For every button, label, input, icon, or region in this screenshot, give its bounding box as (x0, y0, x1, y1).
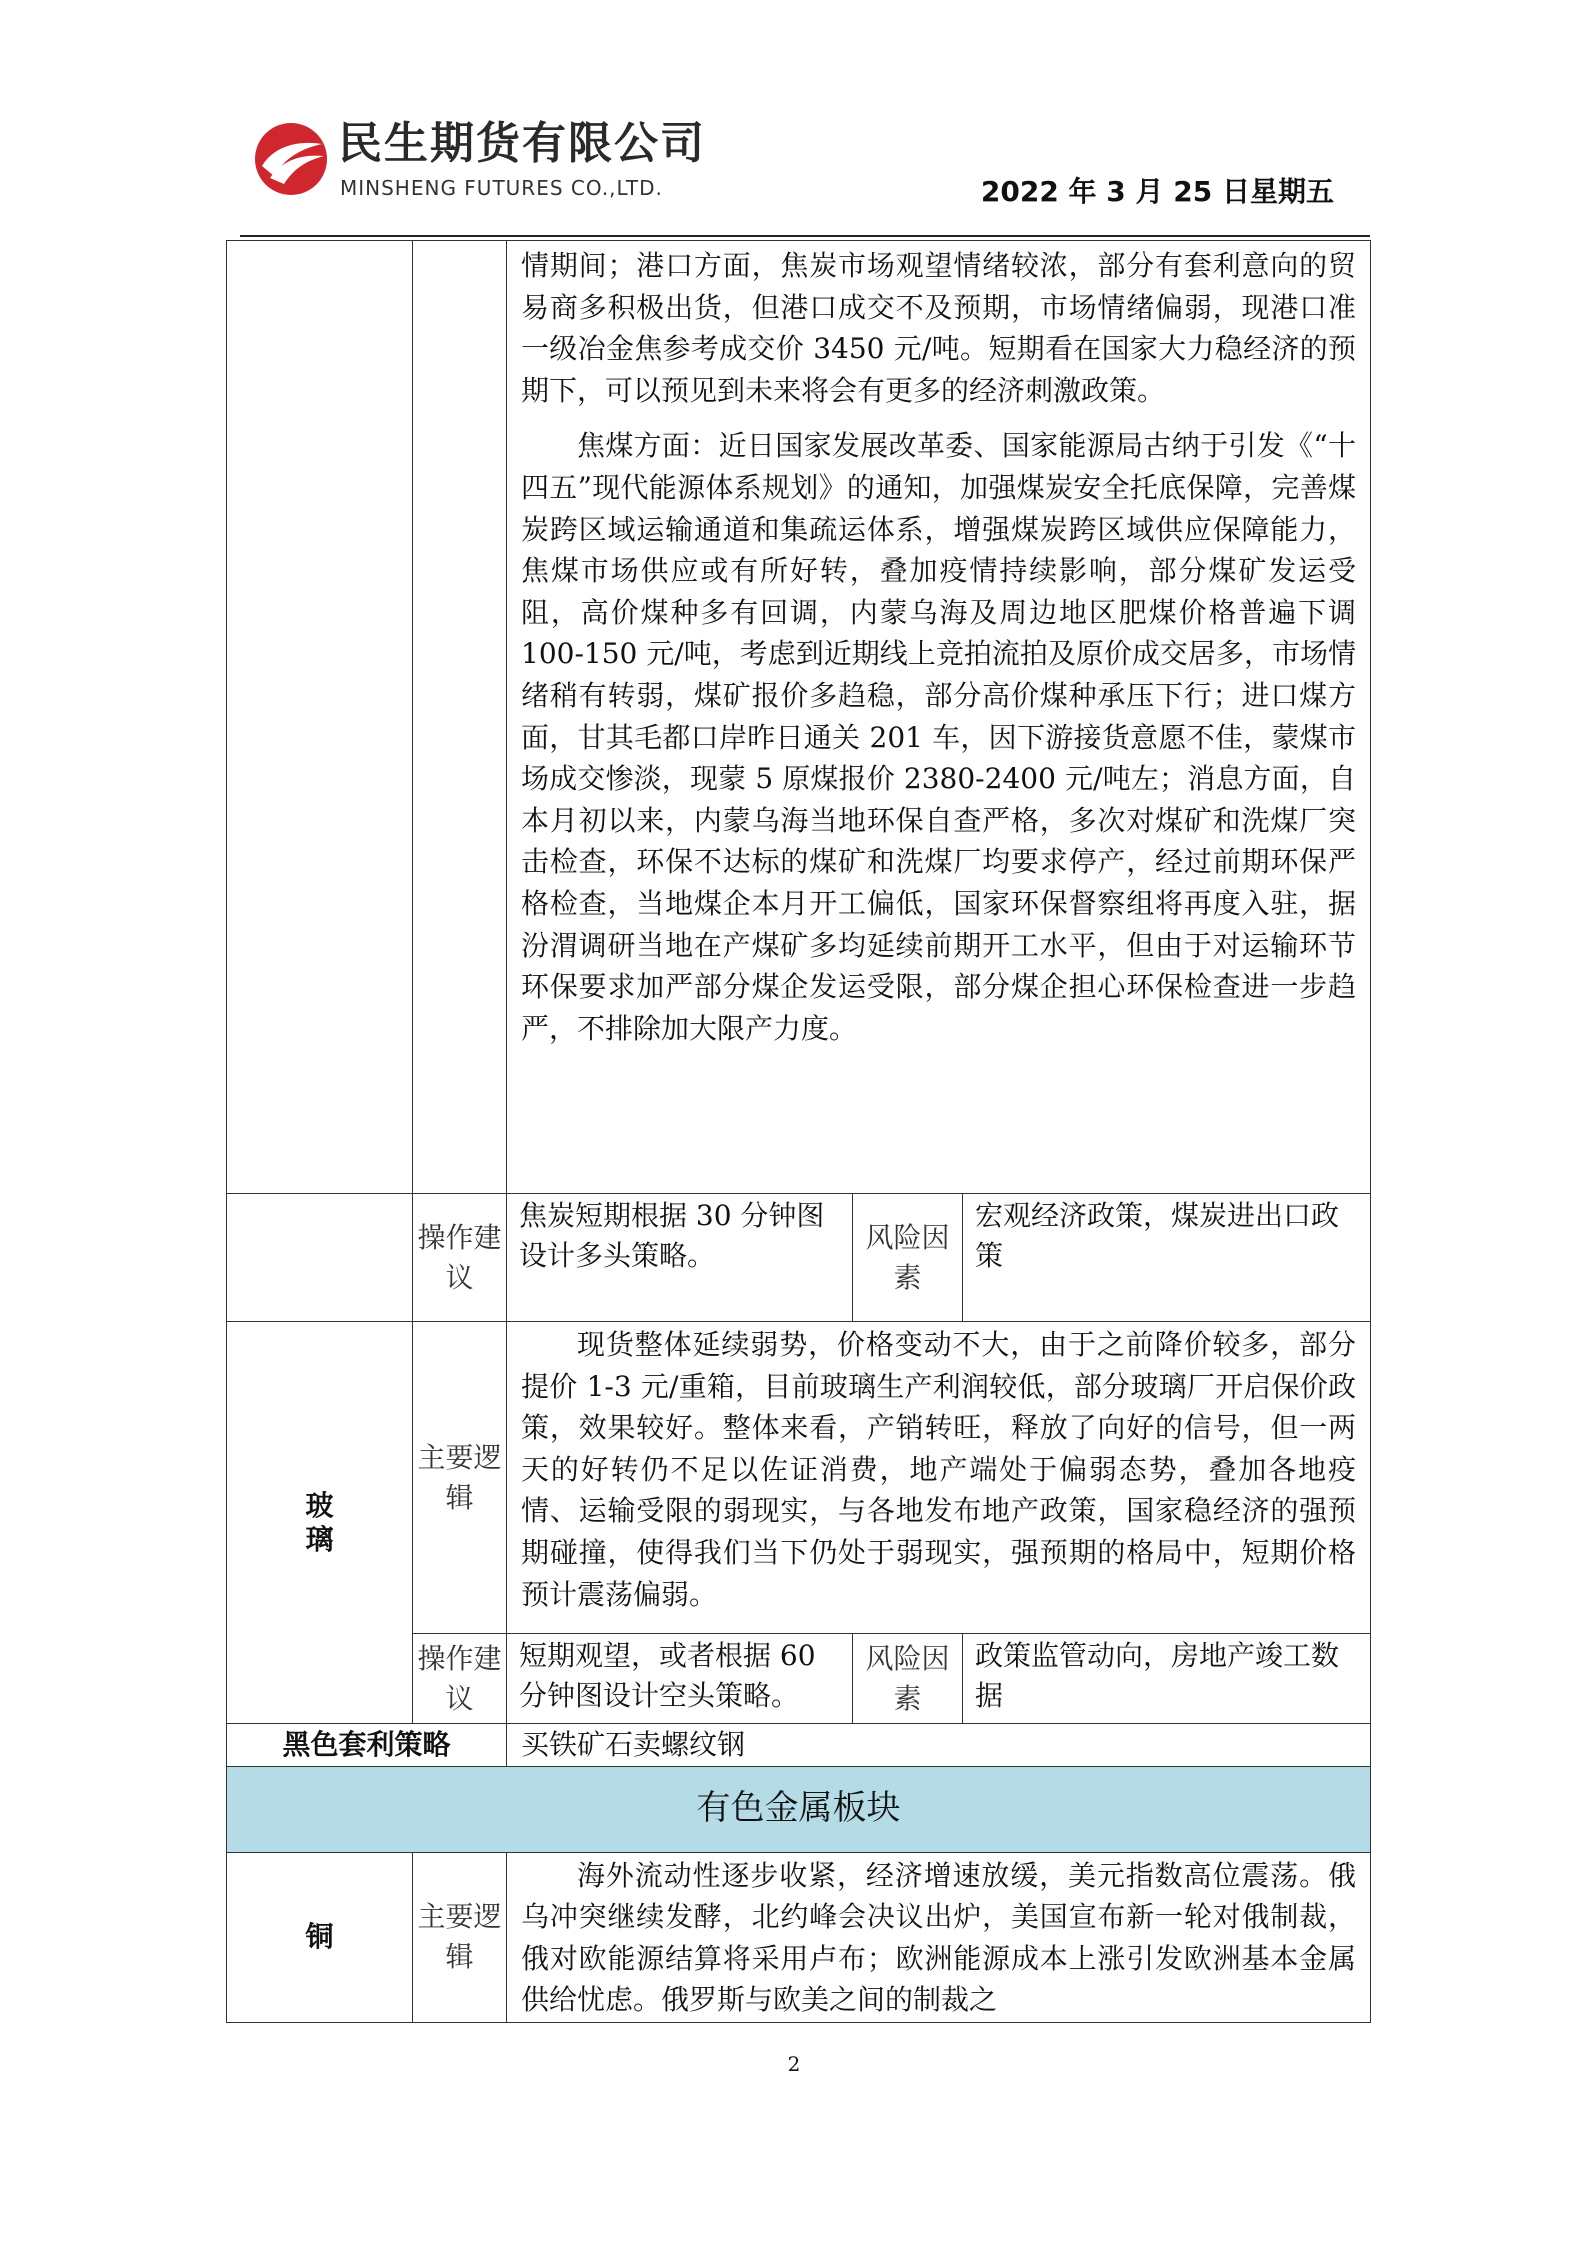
minsheng-logo-icon (252, 120, 330, 198)
category-glass: 玻璃 (305, 1488, 334, 1556)
risk-label: 风险因素 (865, 1220, 950, 1294)
report-date: 2022 年 3 月 25 日星期五 (980, 175, 1334, 208)
report-table (226, 240, 1370, 2023)
black-arbitrage-text: 买铁矿石卖螺纹钢 (521, 1727, 746, 1761)
table-row (227, 1322, 1371, 1634)
copper-logic-text: 海外流动性逐步收紧，经济增速放缓，美元指数高位震荡。俄乌冲突继续发酵，北约峰会决议出炉，美国宣布新一轮对俄制裁，俄对欧能源结算将采用卢布；欧洲能源成本上涨引发欧洲基本金属供给忧虑。俄罗斯与欧美之间的制裁之 (521, 1858, 1356, 2017)
black-arbitrage-label: 黑色套利策略 (282, 1728, 451, 1761)
coke-logic-paragraph: 情期间；港口方面，焦炭市场观望情绪较浓，部分有套利意向的贸易商多积极出货，但港口成交不及预期，市场情绪偏弱，现港口准一级冶金焦参考成交价 3450 元/吨。短期看在国家大力稳经济的预期下，可以预见到未来将会有更多的经济刺激政策。 (521, 249, 1356, 407)
section-title: 有色金属板块 (696, 1788, 901, 1829)
header-divider (240, 235, 1370, 237)
category-copper: 铜 (305, 1920, 334, 1954)
category-cell (227, 241, 413, 1194)
page-number: 2 (787, 2052, 801, 2076)
category-cell (227, 1194, 413, 1322)
risk-label: 风险因素 (865, 1641, 950, 1715)
page-header (226, 108, 1366, 238)
operation-label: 操作建议 (417, 1641, 502, 1715)
coking-coal-paragraph: 焦煤方面：近日国家发展改革委、国家能源局古纳于引发《“十四五”现代能源体系规划》的通知，加强煤炭安全托底保障，完善煤炭跨区域运输通道和集疏运体系，增强煤炭跨区域供应保障能力，焦煤市场供应或有所好转，叠加疫情持续影响，部分煤矿发运受阻，高价煤种多有回调，内蒙乌海及周边地区肥煤价格普遍下调 100-150 元/吨，考虑到近期线上竞拍流拍及原价成交居多，市场情绪稍有转弱，煤矿报价多趋稳，部分高价煤种承压下行；进口煤方面，甘其毛都口岸昨日通关 201 车，因下游接货意愿不佳，蒙煤市场成交惨淡，现蒙 5 原煤报价 2380-2400 元/吨左；消息方面，自本月初以来，内蒙乌海当地环保自查严格，多次对煤矿和洗煤厂突击检查，环保不达标的煤矿和洗煤厂均要求停产，经过前期环保严格检查，当地煤企本月开工偏低，国家环保督察组将再度入驻，据汾渭调研当地在产煤矿多均延续前期开工水平，但由于对运输环节环保要求加严部分煤企发运受限，部分煤企担心环保检查进一步趋严，不排除加大限产力度。 (521, 429, 1356, 1045)
operation-text: 短期观望，或者根据 60 分钟图设计空头策略。 (519, 1639, 816, 1712)
logic-label: 主要逻辑 (417, 1440, 502, 1514)
operation-label: 操作建议 (417, 1220, 502, 1294)
table-row (227, 1194, 1371, 1322)
logic-label: 主要逻辑 (417, 1900, 502, 1974)
label-cell (413, 241, 507, 1194)
table-row (227, 1766, 1371, 1852)
operation-text: 焦炭短期根据 30 分钟图设计多头策略。 (519, 1199, 825, 1272)
company-name-cn: 民生期货有限公司 (338, 118, 706, 169)
table-row (227, 1724, 1371, 1767)
table-row (227, 1852, 1371, 2022)
glass-logic-text: 现货整体延续弱势，价格变动不大，由于之前降价较多，部分提价 1-3 元/重箱，目前玻璃生产利润较低，部分玻璃厂开启保价政策，效果较好。整体来看，产销转旺，释放了向好的信号，但一两天的好转仍不足以佐证消费，地产端处于偏弱态势，叠加各地疫情、运输受限的弱现实，与各地发布地产政策，国家稳经济的强预期碰撞，使得我们当下仍处于弱现实，强预期的格局中，短期价格预计震荡偏弱。 (521, 1328, 1356, 1611)
company-name-en: MINSHENG FUTURES CO.,LTD. (340, 176, 663, 200)
table-row (227, 241, 1371, 1194)
nonferrous-section-band (227, 1766, 1371, 1852)
risk-text: 政策监管动向，房地产竣工数据 (975, 1639, 1340, 1712)
risk-text: 宏观经济政策，煤炭进出口政策 (975, 1199, 1340, 1272)
logic-cell (507, 241, 1371, 1194)
